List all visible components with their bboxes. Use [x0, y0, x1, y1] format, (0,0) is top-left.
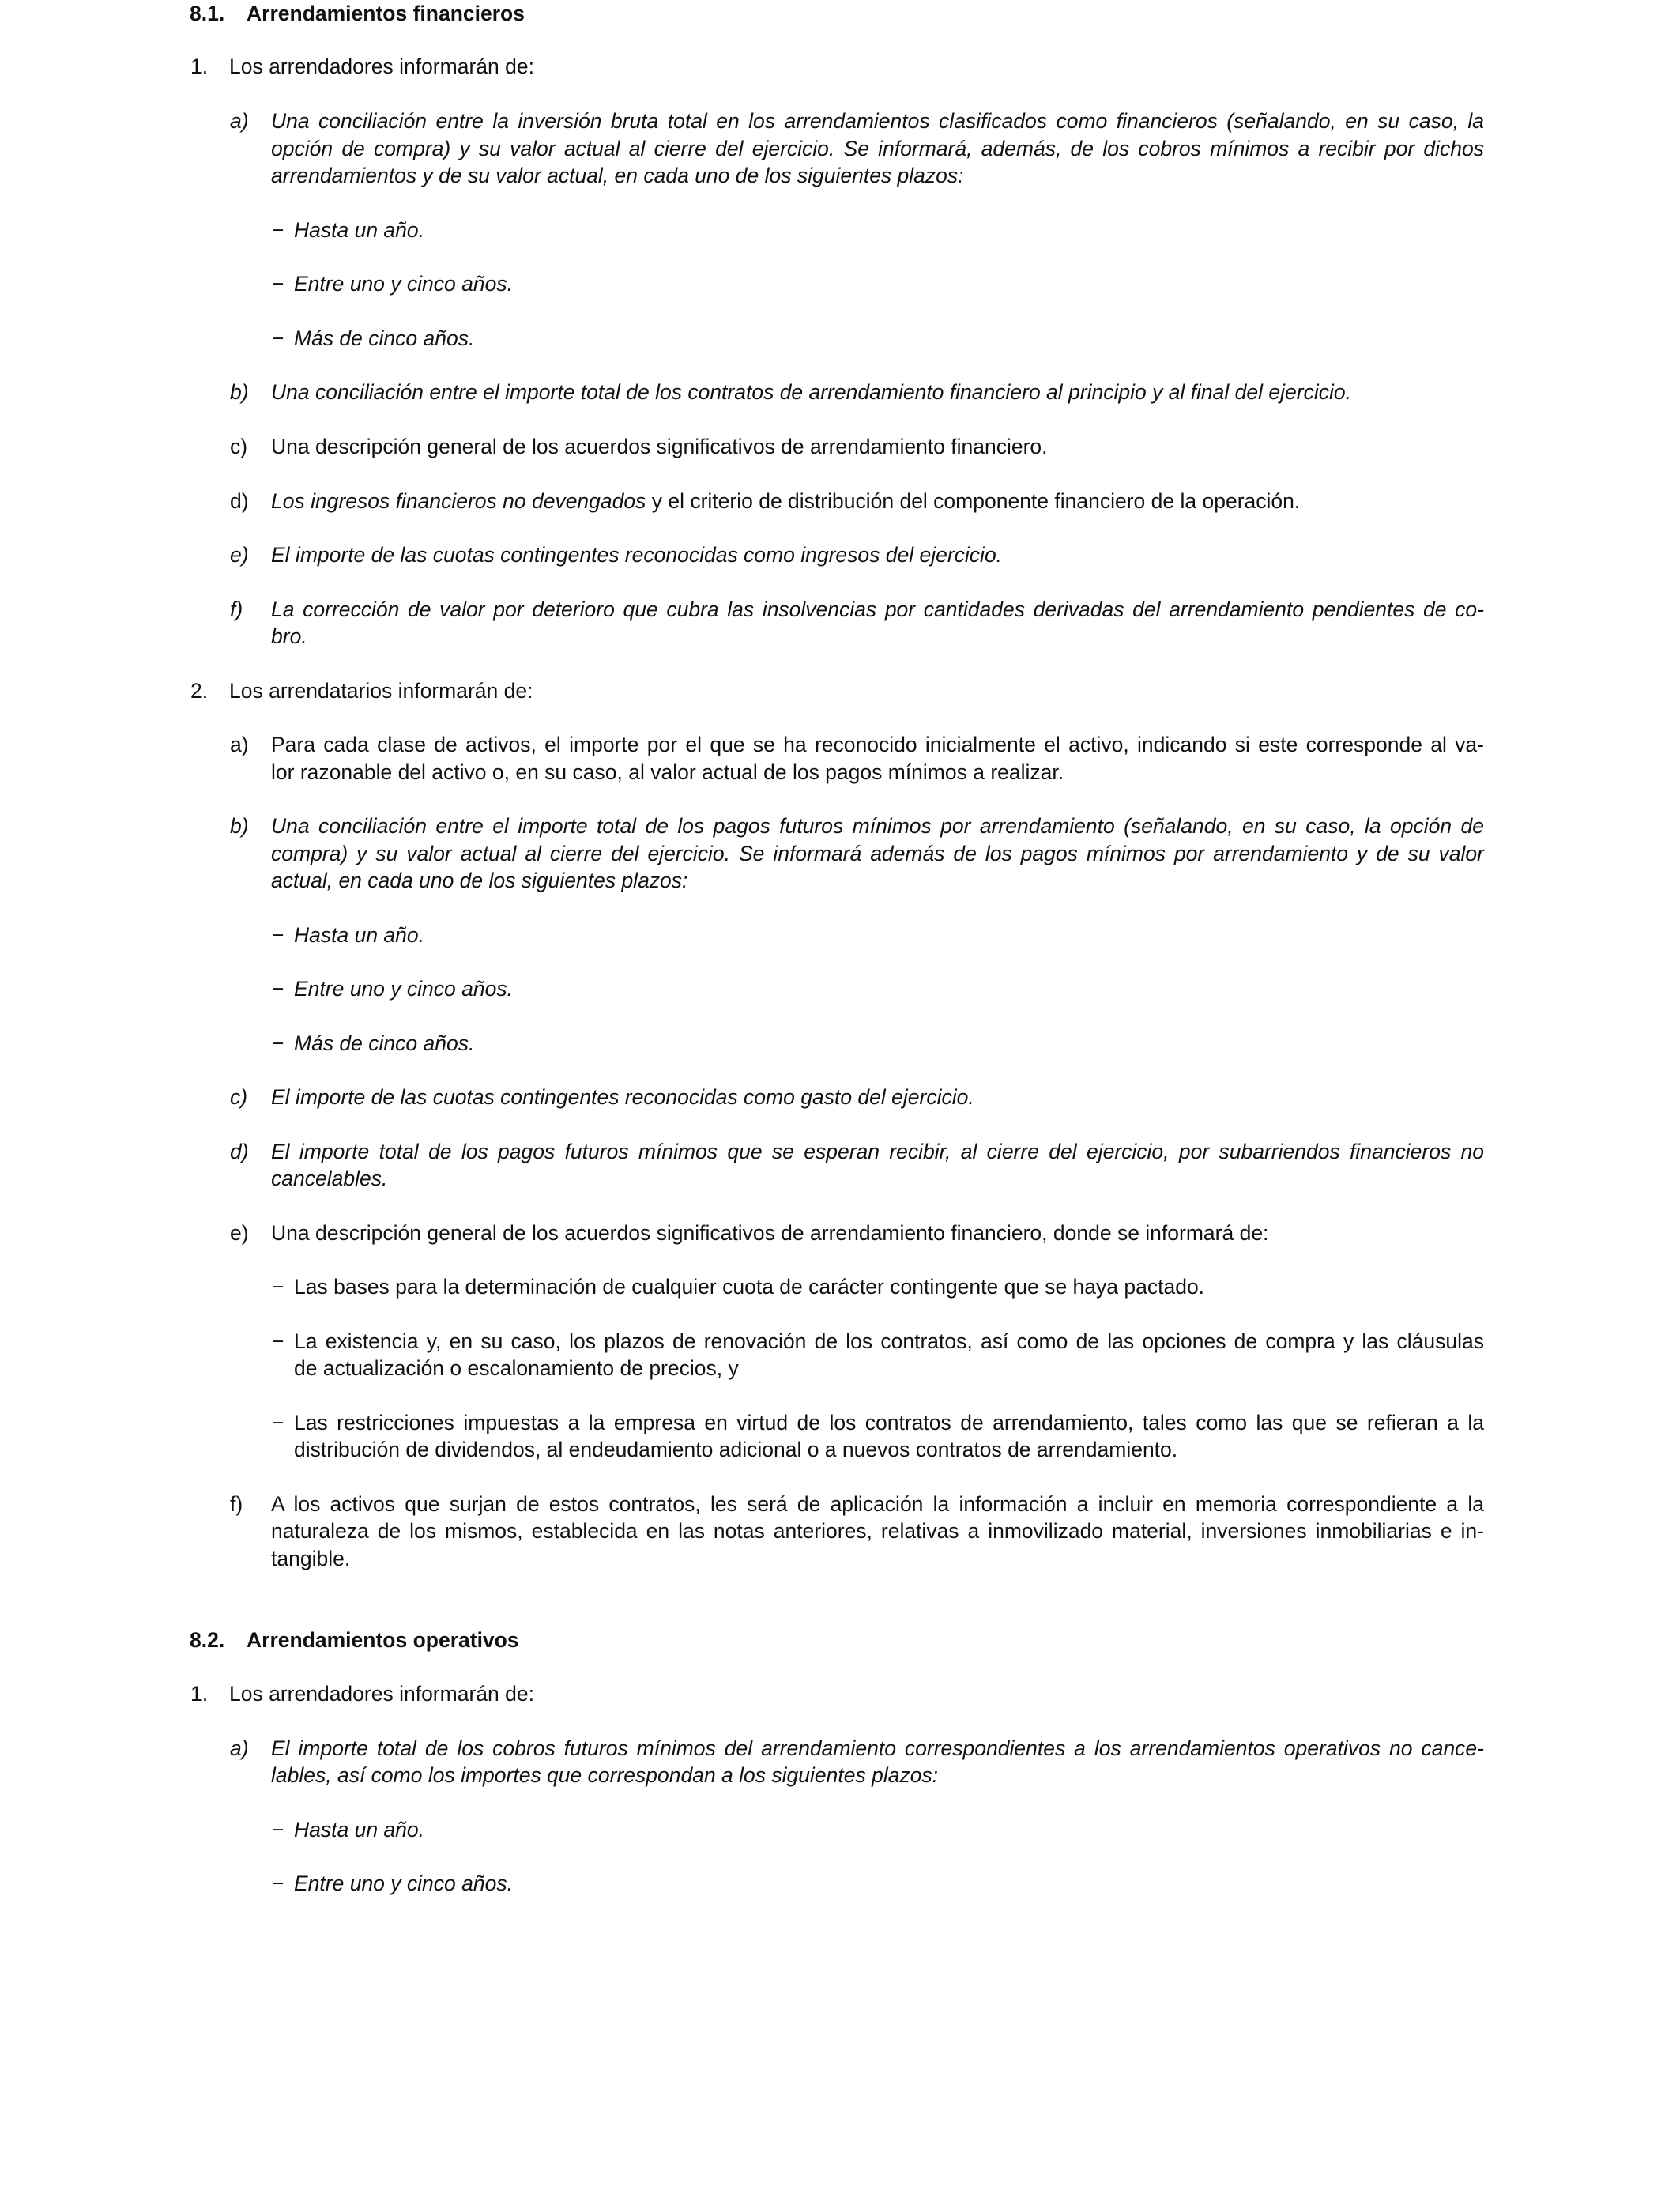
sublist-marker: e): [230, 1221, 249, 1245]
section-heading-8-2: [190, 1627, 519, 1654]
sublist-text: Una conciliación entre el importe total de los contratos de arrendamiento financiero al principio y al final del ejercicio.: [271, 380, 1351, 404]
sublist-marker: c): [230, 435, 248, 458]
section-title: Arrendamientos operativos: [247, 1628, 519, 1652]
sublist-marker: f): [230, 1492, 243, 1516]
section-number: 8.2.: [190, 1628, 225, 1652]
dash-bullet: −: [272, 977, 284, 1001]
sublist-text-line: Una conciliación entre la inversión bruta total en los arrendamientos clasificados como financieros (señalando, en su caso, la: [271, 109, 1484, 133]
dash-bullet: −: [272, 1275, 284, 1299]
section-heading-8-1: [190, 0, 525, 28]
sublist-marker: f): [230, 598, 243, 621]
sublist-marker: a): [230, 109, 249, 133]
sublist-text-line: tangible.: [271, 1547, 351, 1570]
sublist-marker: b): [230, 380, 249, 404]
sublist-text-line: lables, así como los importes que correspondan a los siguientes plazos:: [271, 1763, 939, 1787]
sublist-marker: b): [230, 814, 249, 838]
dash-item-text-line: distribución de dividendos, al endeudamiento adicional o a nuevos contratos de arrendamiento.: [294, 1438, 1178, 1461]
list-marker: 1.: [190, 1682, 209, 1706]
dash-bullet: −: [272, 1031, 284, 1055]
sublist-text-line: lor razonable del activo o, en su caso, al valor actual de los pagos mínimos a realizar.: [271, 760, 1064, 784]
sublist-text-line: actual, en cada uno de los siguientes plazos:: [271, 869, 688, 892]
sublist-text-line: Una conciliación entre el importe total de los pagos futuros mínimos por arrendamiento (señalando, en su caso, la opción de: [271, 814, 1484, 838]
sublist-text-line: Para cada clase de activos, el importe por el que se ha reconocido inicialmente el activo, indicando si este corresponde al va-: [271, 733, 1484, 756]
dash-bullet: −: [272, 272, 284, 296]
section-title: Arrendamientos financieros: [247, 2, 525, 25]
italic-term: Los ingresos financieros no devengados: [271, 489, 646, 513]
dash-bullet: −: [272, 326, 284, 350]
sublist-marker: a): [230, 1736, 249, 1760]
dash-item-text: Más de cinco años.: [294, 326, 475, 350]
sublist-text-line: A los activos que surjan de estos contratos, les será de aplicación la información a incluir en memoria correspondiente a la: [271, 1492, 1484, 1516]
sublist-text: Una descripción general de los acuerdos significativos de arrendamiento financiero.: [271, 435, 1048, 458]
dash-bullet: −: [272, 1411, 284, 1434]
dash-bullet: −: [272, 1872, 284, 1895]
dash-bullet: −: [272, 218, 284, 242]
sublist-text: [271, 488, 1484, 515]
list-item-text: Los arrendatarios informarán de:: [229, 679, 533, 703]
section-number: 8.1.: [190, 2, 225, 25]
sublist-text-line: El importe total de los pagos futuros mínimos que se esperan recibir, al cierre del ejercicio, por subarriendos financieros no: [271, 1140, 1484, 1163]
sublist-text-line: naturaleza de los mismos, establecida en las notas anteriores, relativas a inmovilizado material, inversiones inmobiliarias e in-: [271, 1519, 1484, 1543]
dash-bullet: −: [272, 923, 284, 947]
dash-item-text-line: Las restricciones impuestas a la empresa en virtud de los contratos de arrendamiento, tales como las que se refieran a la: [294, 1411, 1484, 1434]
dash-item-text: Hasta un año.: [294, 218, 425, 242]
sublist-marker: d): [230, 1140, 249, 1163]
dash-item-text-line: de actualización o escalonamiento de precios, y: [294, 1356, 739, 1380]
sublist-marker: c): [230, 1085, 248, 1109]
dash-item-text: Hasta un año.: [294, 1818, 425, 1842]
sublist-text: Una descripción general de los acuerdos significativos de arrendamiento financiero, donde se informará de:: [271, 1221, 1269, 1245]
dash-item-text: Entre uno y cinco años.: [294, 1872, 513, 1895]
dash-item-text: Las bases para la determinación de cualquier cuota de carácter contingente que se haya pactado.: [294, 1275, 1205, 1299]
sublist-text-rest: y el criterio de distribución del componente financiero de la operación.: [646, 489, 1301, 513]
sublist-text: El importe de las cuotas contingentes reconocidas como ingresos del ejercicio.: [271, 543, 1003, 567]
dash-item-text: Hasta un año.: [294, 923, 425, 947]
list-item-text: Los arrendadores informarán de:: [229, 55, 534, 78]
sublist-text-line: El importe total de los cobros futuros mínimos del arrendamiento correspondientes a los arrendamientos operativos no cance-: [271, 1736, 1484, 1760]
sublist-text-line: compra) y su valor actual al cierre del ejercicio. Se informará además de los pagos mínimos por arrendamiento y de su valor: [271, 842, 1484, 865]
sublist-text-line: arrendamientos y de su valor actual, en cada uno de los siguientes plazos:: [271, 164, 964, 187]
list-marker: 2.: [190, 679, 209, 703]
list-item-text: Los arrendadores informarán de:: [229, 1682, 534, 1706]
sublist-marker: a): [230, 733, 249, 756]
dash-item-text: Entre uno y cinco años.: [294, 977, 513, 1001]
dash-item-text: Más de cinco años.: [294, 1031, 475, 1055]
list-marker: 1.: [190, 55, 209, 78]
sublist-text-line: bro.: [271, 624, 307, 648]
dash-bullet: −: [272, 1818, 284, 1842]
dash-bullet: −: [272, 1329, 284, 1353]
dash-item-text-line: La existencia y, en su caso, los plazos de renovación de los contratos, así como de las opciones de compra y las cláusulas: [294, 1329, 1484, 1353]
sublist-text-line: cancelables.: [271, 1167, 388, 1190]
sublist-marker: e): [230, 543, 249, 567]
sublist-text-line: opción de compra) y su valor actual al cierre del ejercicio. Se informará, además, de los cobros mínimos a recibir por dichos: [271, 137, 1484, 160]
dash-item-text: Entre uno y cinco años.: [294, 272, 513, 296]
sublist-text-line: La corrección de valor por deterioro que cubra las insolvencias por cantidades derivadas del arrendamiento pendientes de co-: [271, 598, 1484, 621]
sublist-marker: d): [230, 489, 249, 513]
sublist-text: El importe de las cuotas contingentes reconocidas como gasto del ejercicio.: [271, 1085, 974, 1109]
